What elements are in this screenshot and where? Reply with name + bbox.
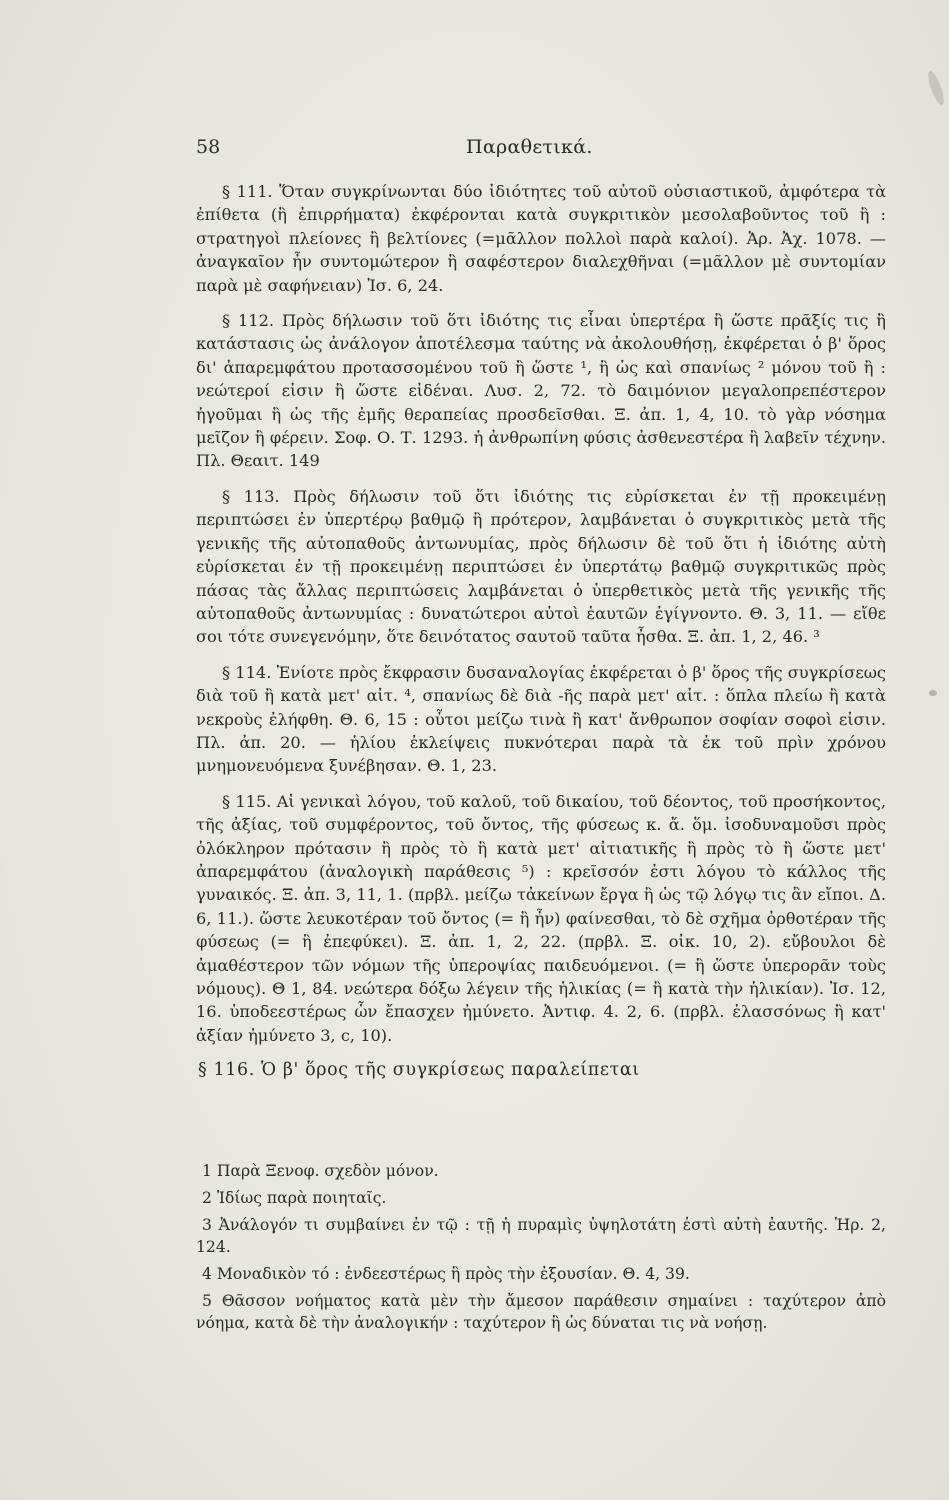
section-116-heading: § 116. Ὁ β' ὅρος τῆς συγκρίσεως παραλείπεται bbox=[198, 1060, 640, 1081]
footnote-2: 2 Ἰδίως παρὰ ποιηταῖς. bbox=[202, 1189, 387, 1207]
footnote-1: 1 Παρὰ Ξενοφ. σχεδὸν μόνον. bbox=[202, 1162, 439, 1180]
section-111: § 111. Ὅταν συγκρίνωνται δύο ἰδιότητες τοῦ αὐτοῦ οὐσιαστικοῦ, ἀμφότερα τὰ ἐπίθετα (ἢ ἐπιρρήματα) ἐκφέρονται κατὰ συγκριτικὸν μεσολαβοῦντος τοῦ ἢ : στρατηγοὶ πλείονες ἢ βελτίονες (=μᾶλλον πολλοὶ παρὰ καλοί). Ἀρ. Ἀχ. 1078. — ἀναγκαῖον ἦν συντομώτερον ἢ σαφέστερον διαλεχθῆναι (=μᾶλλον μὲ συντομίαν παρὰ μὲ σαφήνειαν) Ἰσ. 6, 24. bbox=[196, 182, 886, 295]
section-114: § 114. Ἐνίοτε πρὸς ἔκφρασιν δυσαναλογίας ἐκφέρεται ὁ β' ὅρος τῆς συγκρίσεως διὰ τοῦ ἢ κατὰ μετ' αἰτ. ⁴, σπανίως δὲ διὰ -ῆς παρὰ μετ' αἰτ. : ὅπλα πλείω ἢ κατὰ νεκροὺς ἐλήφθη. Θ. 6, 15 : οὗτοι μείζω τινὰ ἢ κατ' ἄνθρωπον σοφίαν σοφοὶ εἰσιν. Πλ. ἀπ. 20. — ἡλίου ἐκλείψεις πυκνότεραι παρὰ τὰ ἐκ τοῦ πρὶν χρόνου μνημονευόμενα ξυνέβησαν. Θ. 1, 23. bbox=[196, 662, 886, 776]
main-text bbox=[196, 180, 886, 1083]
footnote-4: 4 Μοναδικὸν τό : ἐνδεεστέρως ἢ πρὸς τὴν ἐξουσίαν. Θ. 4, 39. bbox=[202, 1265, 690, 1283]
page-header bbox=[196, 136, 896, 160]
footnote-3: 3 Ἀνάλογόν τι συμβαίνει ἐν τῷ : τῇ ἡ πυραμὶς ὑψηλοτάτη ἐστὶ αὐτὴ ἑαυτῆς. Ἡρ. 2, 124. bbox=[196, 1216, 886, 1256]
running-title: Παραθετικά. bbox=[466, 136, 593, 158]
section-113: § 113. Πρὸς δήλωσιν τοῦ ὅτι ἰδιότης τις εὑρίσκεται ἐν τῇ προκειμένῃ περιπτώσει ἐν ὑπερτέρῳ βαθμῷ ἢ πρότερον, λαμβάνεται ὁ συγκριτικὸς μετὰ τῆς γενικῆς τῆς αὐτοπαθοῦς ἀντωνυμίας, πρὸς δήλωσιν δὲ τοῦ ὅτι ἡ ἰδιότης αὐτὴ εὑρίσκεται ἐν τῇ προκειμένῃ περιπτώσει ἐν ὑπερτάτῳ βαθμῷ συγκριτικῶς πρὸς πάσας τὰς ἄλλας περιπτώσεις λαμβάνεται ὁ ὑπερθετικὸς μετὰ τῆς γενικῆς τῆς αὐτοπαθοῦς ἀντωνυμίας : δυνατώτεροι αὐτοὶ ἑαυτῶν ἐγίγνοντο. Θ. 3, 11. — εἴθε σοι τότε συνεγενόμην, ὅτε δεινότατος σαυτοῦ ταῦτα ἦσθα. Ξ. ἀπ. 1, 2, 46. ³ bbox=[196, 486, 886, 647]
ink-spot bbox=[929, 690, 937, 696]
footnotes bbox=[196, 1160, 886, 1339]
footnote-5: 5 Θᾶσσον νοήματος κατὰ μὲν τὴν ἄμεσον παράθεσιν σημαίνει : ταχύτερον ἀπὸ νόημα, κατὰ δὲ τὴν ἀναλογικήν : ταχύτερον ἢ ὡς δύναται τις νὰ νοήσῃ. bbox=[196, 1292, 886, 1332]
section-112: § 112. Πρὸς δήλωσιν τοῦ ὅτι ἰδιότης τις εἶναι ὑπερτέρα ἢ ὥστε πρᾶξίς τις ἢ κατάστασις ὡς ἀνάλογον ἀποτέλεσμα ταύτης νὰ ἀκολουθήσῃ, ἐκφέρεται ὁ β' ὅρος δι' ἀπαρεμφάτου προτασσομένου τοῦ ἢ ὥστε ¹, ἢ ὡς καὶ σπανίως ² μόνου τοῦ ἢ : νεώτεροί εἰσιν ἢ ὥστε εἰδέναι. Λυσ. 2, 72. τὸ δαιμόνιον μεγαλοπρεπέστερον ἡγοῦμαι ἢ ὡς τῆς ἐμῆς θεραπείας προσδεῖσθαι. Ξ. ἀπ. 1, 4, 10. τὸ γὰρ νόσημα μεῖζον ἢ φέρειν. Σοφ. Ο. Τ. 1293. ἡ ἀνθρωπίνη φύσις ἀσθενεστέρα ἢ λαβεῖν τέχνην. Πλ. Θεαιτ. 149 bbox=[196, 311, 886, 471]
page-number: 58 bbox=[196, 136, 221, 158]
section-115: § 115. Αἱ γενικαὶ λόγου, τοῦ καλοῦ, τοῦ δικαίου, τοῦ δέοντος, τοῦ προσήκοντος, τῆς ἀξίας, τοῦ συμφέροντος, τοῦ ὄντος, τῆς φύσεως κ. ἄ. ὅμ. ἰσοδυναμοῦσι πρὸς ὁλόκληρον πρότασιν ἢ πρὸς τὸ ἢ κατὰ μετ' αἰτιατικῆς ἢ πρὸς τὸ ἢ ὥστε μετ' ἀπαρεμφάτου (ἀναλογικὴ παράθεσις ⁵) : κρεῖσσόν ἐστι λόγου τὸ κάλλος τῆς γυναικός. Ξ. ἀπ. 3, 11, 1. (πρβλ. μείζω τἀκείνων ἔργα ἢ ὡς τῷ λόγῳ τις ἂν εἴποι. Δ. 6, 11.). ὥστε λευκοτέραν τοῦ ὄντος (= ἢ ἦν) φαίνεσθαι, τὸ δὲ σχῆμα ὀρθοτέραν τῆς φύσεως (= ἢ ἐπεφύκει). Ξ. ἀπ. 1, 2, 22. (πρβλ. Ξ. οἰκ. 10, 2). εὔβουλοι δὲ ἀμαθέστερον τῶν νόμων τῆς ὑπεροψίας παιδευόμενοι. (= ἢ ὥστε ὑπερορᾶν τοὺς νόμους). Θ 1, 84. νεώτερα δόξω λέγειν τῆς ἡλικίας (= ἢ κατὰ τὴν ἡλικίαν). Ἰσ. 12, 16. ὑποδεεστέρως ὧν ἔπασχεν ἠμύνετο. Ἀντιφ. 4. 2, 6. (πρβλ. ἐλασσόνως ἢ κατ' ἀξίαν ἠμύνετο 3, c, 10). bbox=[196, 791, 886, 1045]
paper-stain bbox=[925, 69, 947, 106]
